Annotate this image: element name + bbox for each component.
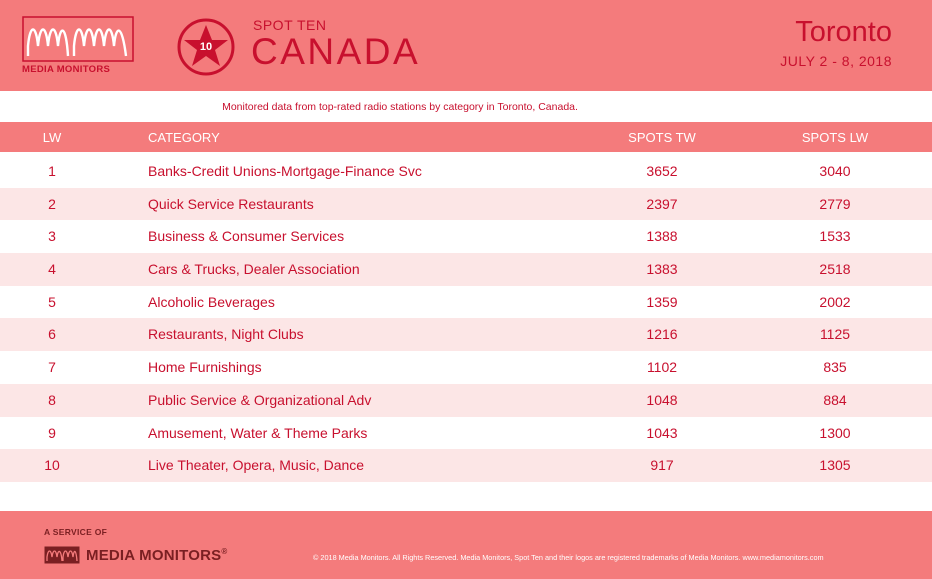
copyright-notice: © 2018 Media Monitors. All Rights Reserved. Media Monitors, Spot Ten and their logos are registered trademarks of Media Monitors. www.mediamonitors.com	[313, 553, 824, 562]
cell-spots-tw: 917	[650, 457, 674, 474]
table-row	[0, 384, 932, 417]
cell-spots-lw: 1125	[819, 326, 851, 343]
cell-lw: 6	[48, 326, 56, 343]
cell-spots-tw: 1359	[646, 293, 678, 310]
cell-spots-tw: 1048	[646, 391, 678, 408]
cell-spots-tw: 2397	[646, 195, 678, 212]
cell-category: Home Furnishings	[148, 359, 262, 376]
cell-category: Quick Service Restaurants	[148, 195, 314, 212]
col-category-header: CATEGORY	[148, 130, 220, 145]
cell-spots-lw: 2518	[819, 261, 851, 278]
cell-lw: 10	[44, 457, 60, 474]
cell-category: Banks-Credit Unions-Mortgage-Finance Svc	[148, 163, 422, 179]
cell-spots-tw: 1043	[646, 424, 678, 441]
cell-spots-lw: 1533	[819, 228, 851, 245]
date-range: JULY 2 - 8, 2018	[780, 53, 892, 69]
table-row	[0, 188, 932, 221]
badge-number: 10	[199, 41, 213, 53]
registered-mark: ®	[221, 547, 228, 556]
cell-lw: 8	[48, 391, 56, 408]
cell-category: Restaurants, Night Clubs	[148, 326, 304, 343]
cell-spots-lw: 2002	[819, 293, 851, 310]
country-title: CANADA	[251, 31, 421, 72]
wave-logo-icon	[22, 16, 134, 62]
cell-lw: 1	[48, 163, 56, 179]
table-row	[0, 155, 932, 188]
cell-spots-lw: 1305	[819, 457, 851, 474]
table-row	[0, 351, 932, 384]
cell-category: Public Service & Organizational Adv	[148, 391, 372, 408]
table-row	[0, 253, 932, 286]
cell-spots-lw: 835	[823, 359, 847, 376]
header-band	[0, 0, 932, 91]
col-spots-tw-header: SPOTS TW	[628, 130, 696, 145]
col-spots-lw-header: SPOTS LW	[801, 130, 869, 145]
footer-band	[0, 511, 932, 579]
cell-category: Cars & Trucks, Dealer Association	[148, 261, 360, 278]
cell-category: Business & Consumer Services	[148, 228, 345, 245]
cell-spots-lw: 884	[823, 391, 847, 408]
cell-lw: 7	[48, 359, 56, 376]
cell-category: Alcoholic Beverages	[148, 293, 275, 310]
cell-lw: 5	[48, 293, 56, 310]
table-row	[0, 449, 932, 482]
subtitle: Monitored data from top-rated radio stations by category in Toronto, Canada.	[222, 101, 578, 113]
col-lw-header: LW	[42, 130, 62, 145]
cell-spots-tw: 1216	[646, 326, 678, 343]
media-monitors-logo	[22, 16, 134, 75]
footer-wave-logo-icon	[44, 546, 80, 564]
cell-category: Amusement, Water & Theme Parks	[148, 424, 368, 441]
city-title: Toronto	[795, 16, 892, 48]
cell-spots-lw: 2779	[819, 195, 851, 212]
table-row	[0, 220, 932, 253]
cell-lw: 4	[48, 261, 56, 278]
cell-lw: 2	[48, 195, 56, 212]
cell-spots-lw: 1300	[819, 424, 851, 441]
star-badge-icon	[176, 17, 236, 77]
cell-lw: 3	[48, 228, 56, 245]
service-of-label: A SERVICE OF	[44, 527, 108, 537]
table-row	[0, 417, 932, 450]
cell-spots-tw: 1102	[646, 359, 678, 376]
logo-wordmark: MEDIA MONITORS	[22, 64, 111, 75]
cell-category: Live Theater, Opera, Music, Dance	[148, 457, 365, 474]
cell-spots-lw: 3040	[819, 163, 851, 179]
table-row	[0, 286, 932, 319]
table-header	[0, 122, 932, 152]
cell-spots-tw: 3652	[646, 163, 678, 179]
cell-spots-tw: 1383	[646, 261, 678, 278]
spot-ten-label: SPOT TEN	[253, 17, 327, 33]
table-row	[0, 318, 932, 351]
footer-brand	[86, 547, 227, 564]
cell-spots-tw: 1388	[646, 228, 678, 245]
cell-lw: 9	[48, 424, 56, 441]
footer-brand-text: MEDIA MONITORS	[86, 547, 222, 564]
data-table	[0, 155, 932, 482]
